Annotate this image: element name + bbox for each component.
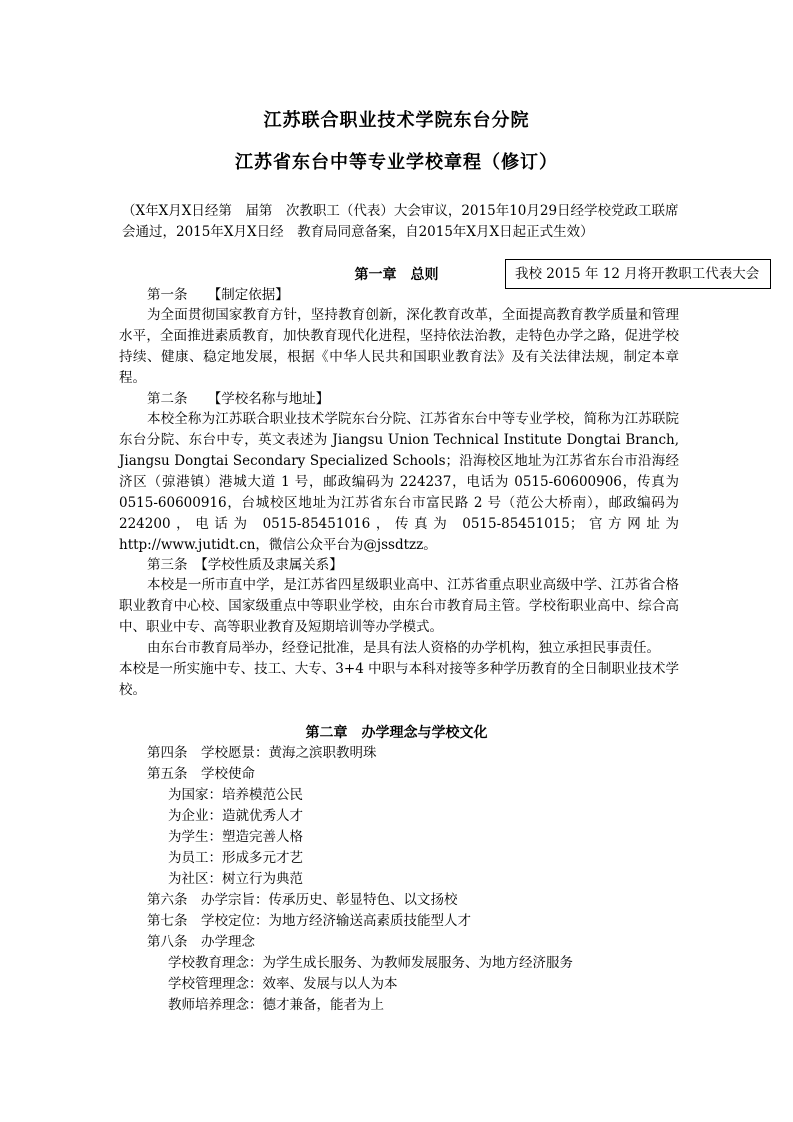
review-comment-text: 我校 2015 年 12 月将开教职工代表大会 xyxy=(515,266,760,282)
article-5: 第五条 学校使命 xyxy=(147,766,255,782)
philosophy-item: 学校管理理念：效率、发展与以人为本 xyxy=(168,976,398,992)
article-1-heading: 第一条 【制定依据】 xyxy=(147,287,289,303)
philosophy-item: 学校教育理念：为学生成长服务、为教师发展服务、为地方经济服务 xyxy=(168,955,573,971)
article-3-body-1: 本校是一所市直中学，是江苏省四星级职业高中、江苏省重点职业高级中学、江苏省合格职业教育中心校、国家级重点中等职业学校，由东台市教育局主管。学校衔职业高中、综合高中、职业中专、高等职业教育及短期培训等办学模式。 xyxy=(119,577,679,635)
article-2-body: 本校全称为江苏联合职业技术学院东台分院、江苏省东台中等专业学校，简称为江苏联院东台分院、东台中专，英文表述为 Jiangsu Union Technical Institute Dongtai Branch, Jiangsu Dongtai Secondary Specialized Schools；沿海校区地址为江苏省东台市沿海经济区（弶港镇）港城大道 1 号，邮政编码为 224237，电话为 0515-60600906，传真为 0515-60600916，台城校区地址为江苏省东台市富民路 2 号（范公大桥南），邮政编码为 224200，电话为 0515-85451016，传真为 0515-85451015；官方网址为 http://www.jutidt.cn，微信公众平台为@jssdtzz。 xyxy=(119,411,679,553)
mission-item: 为学生：塑造完善人格 xyxy=(168,829,303,845)
article-1-body: 为全面贯彻国家教育方针，坚持教育创新，深化教育改革，全面提高教育教学质量和管理水平，全面推进素质教育，加快教育现代化进程，坚持依法治教，走特色办学之路，促进学校持续、健康、稳定地发展，根据《中华人民共和国职业教育法》及有关法律法规，制定本章程。 xyxy=(119,307,679,386)
review-comment-box[interactable] xyxy=(505,259,771,289)
mission-item: 为社区：树立行为典范 xyxy=(168,871,303,887)
article-6: 第六条 办学宗旨：传承历史、彰显特色、以文扬校 xyxy=(147,892,458,908)
mission-item: 为国家：培养模范公民 xyxy=(168,787,303,803)
mission-item: 为员工：形成多元才艺 xyxy=(168,850,303,866)
philosophy-item: 教师培养理念：德才兼备，能者为上 xyxy=(168,997,384,1013)
article-3-body-2: 由东台市教育局举办，经登记批准，是具有法人资格的办学机构，独立承担民事责任。 xyxy=(147,640,660,656)
article-8: 第八条 办学理念 xyxy=(147,934,255,950)
chapter-2-heading: 第二章 办学理念与学校文化 xyxy=(305,725,488,741)
article-7: 第七条 学校定位：为地方经济输送高素质技能型人才 xyxy=(147,913,471,929)
mission-item: 为企业：造就优秀人才 xyxy=(168,808,303,824)
article-4: 第四条 学校愿景：黄海之滨职教明珠 xyxy=(147,745,377,761)
article-3-body-3: 本校是一所实施中专、技工、大专、3+4 中职与本科对接等多种学历教育的全日制职业技术学校。 xyxy=(119,661,679,698)
document-title-line-2: 江苏省东台中等专业学校章程（修订） xyxy=(235,152,558,173)
article-2-heading: 第二条 【学校名称与地址】 xyxy=(147,391,330,407)
chapter-1-heading: 第一章 总则 xyxy=(354,267,439,283)
document-title-line-1: 江苏联合职业技术学院东台分院 xyxy=(263,110,530,131)
article-3-heading: 第三条 【学校性质及隶属关系】 xyxy=(147,557,343,573)
approval-note: （X年X月X日经第 届第 次教职工（代表）大会审议，2015年10月29日经学校党政工联席会通过，2015年X月X日经 教育局同意备案，自2015年X月X日起正式生效） xyxy=(122,203,679,240)
